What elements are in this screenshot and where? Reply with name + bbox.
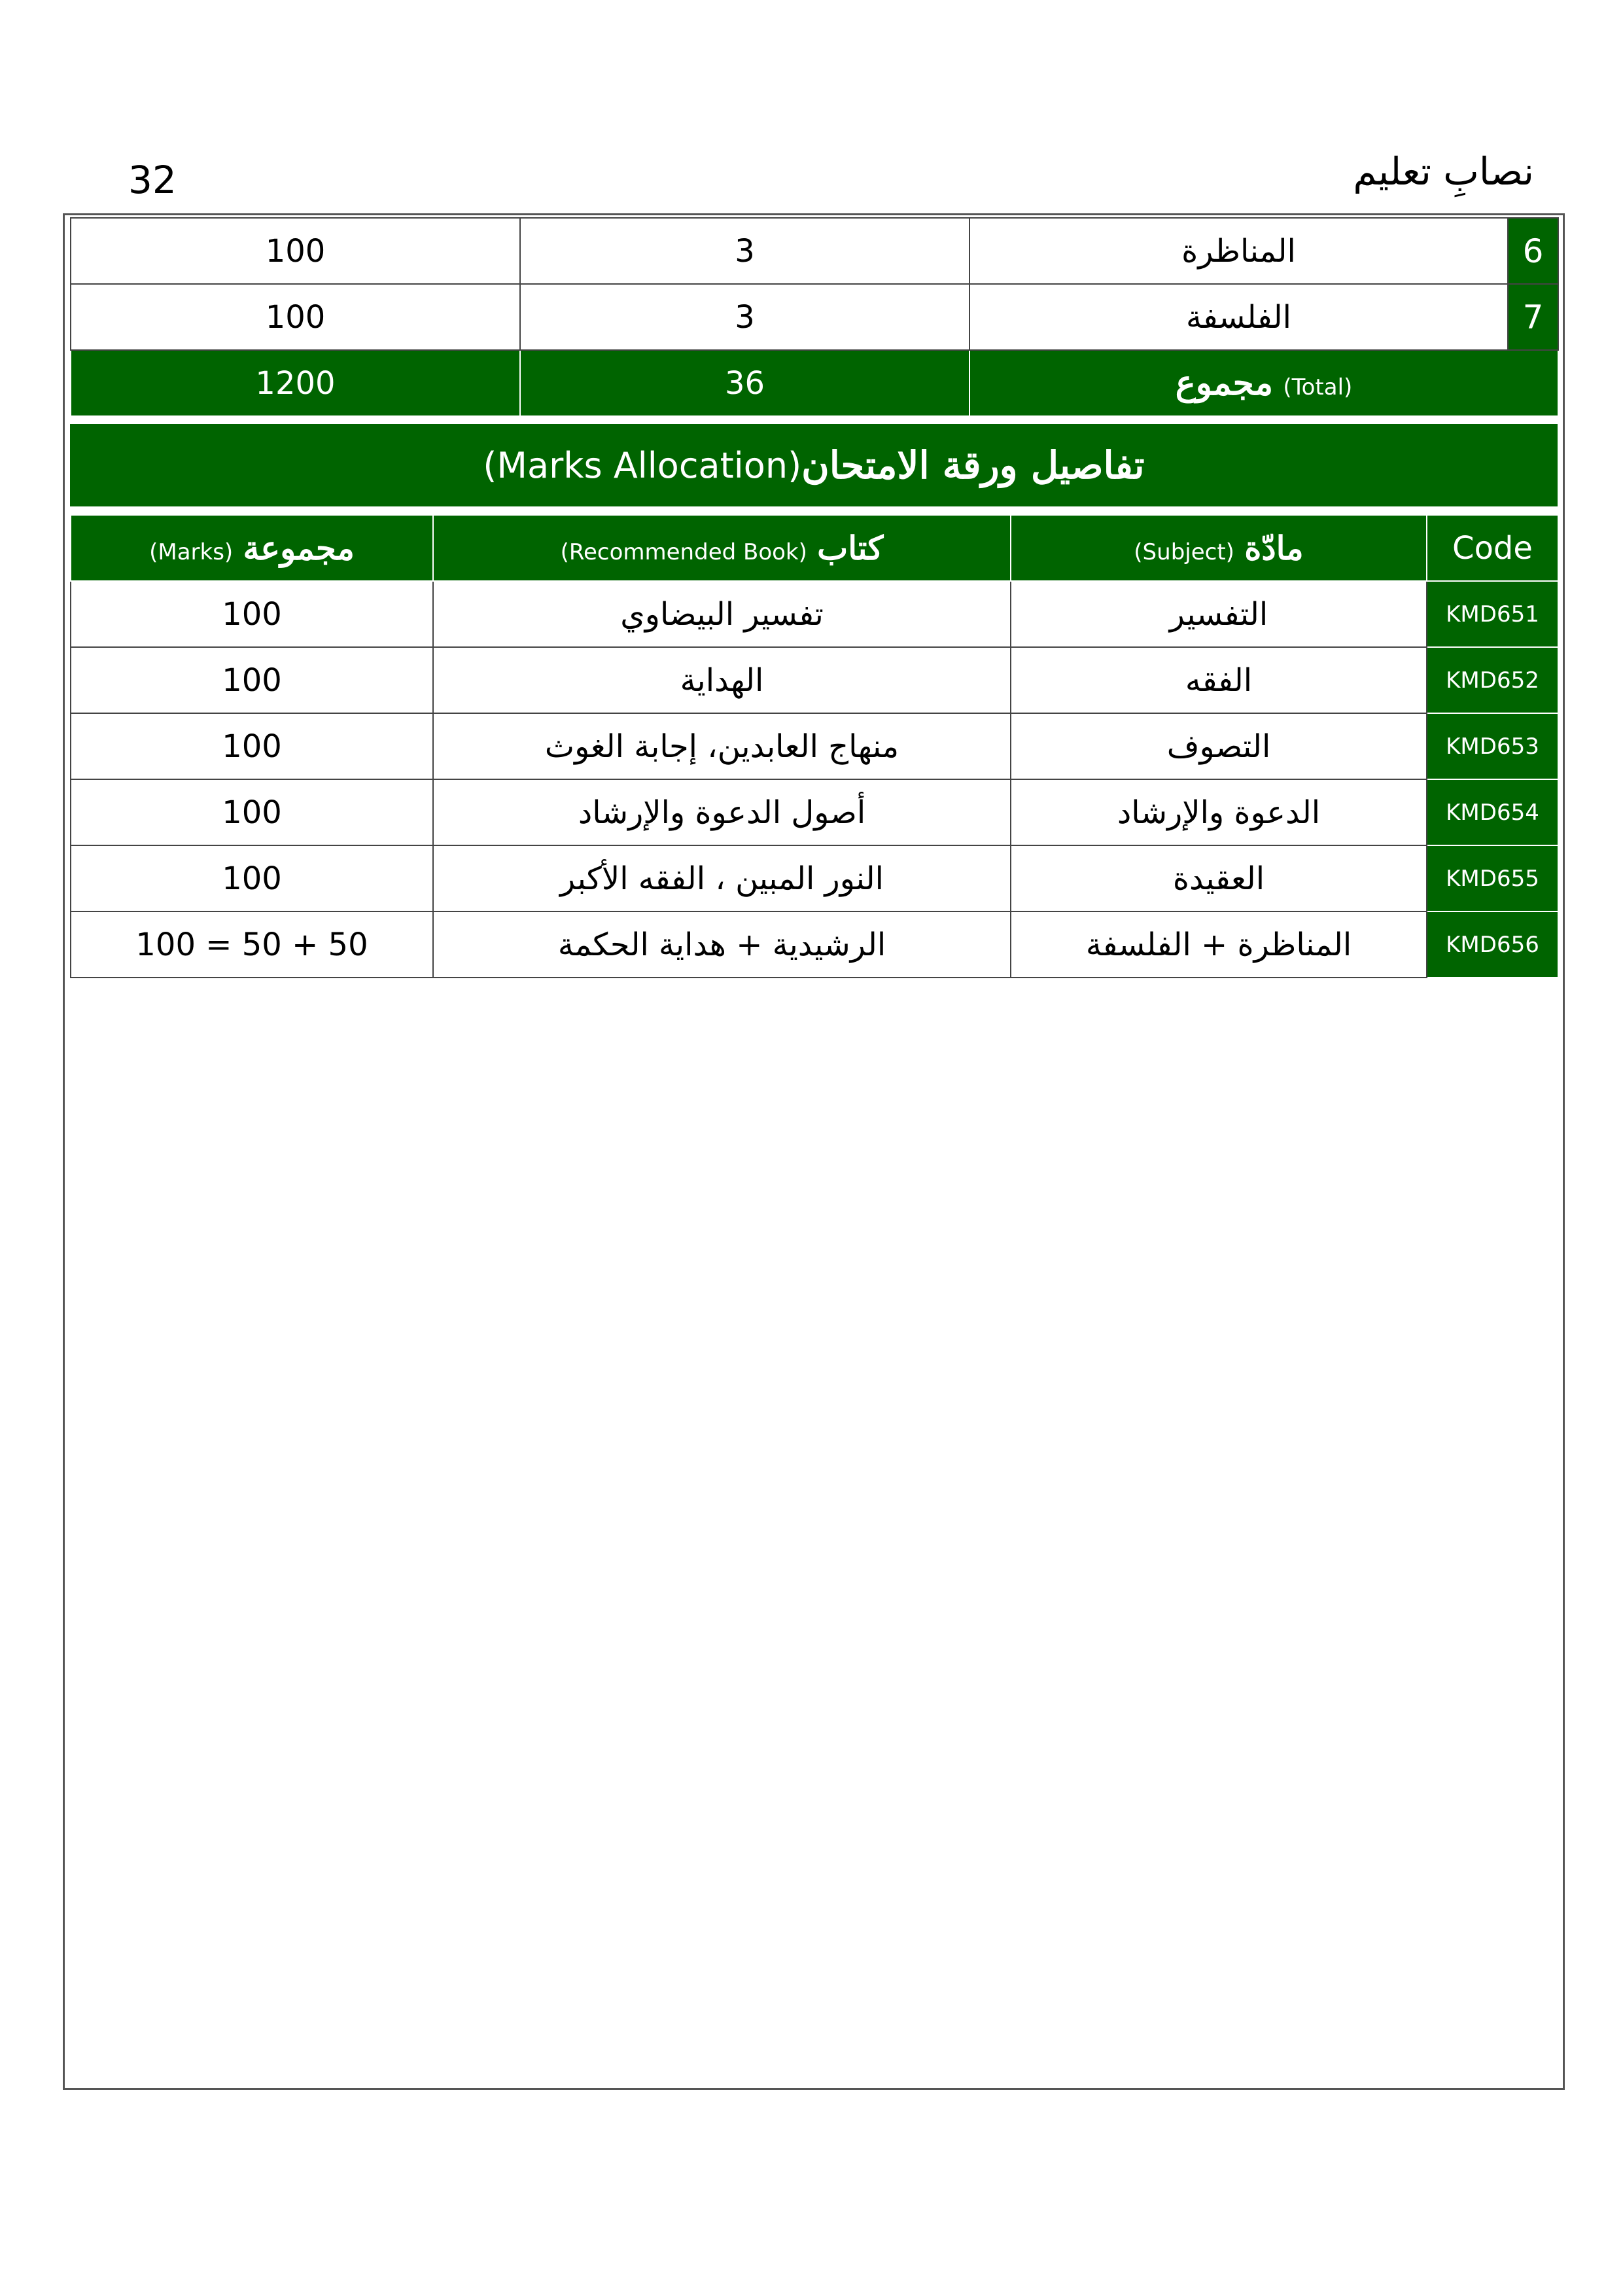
total-row xyxy=(71,350,1558,416)
total-label xyxy=(969,350,1558,416)
header-marks-en: (Marks) xyxy=(149,539,234,565)
header-subject xyxy=(1011,515,1427,581)
book-cell: تفسير البيضاوي xyxy=(433,581,1011,647)
code-cell: KMD656 xyxy=(1427,911,1558,978)
book-cell: الرشيدية + هداية الحكمة xyxy=(433,911,1011,978)
total-hours: 36 xyxy=(520,350,969,416)
index-cell: 7 xyxy=(1508,284,1558,350)
marks-cell: 100 xyxy=(71,647,433,713)
section-title xyxy=(70,424,1558,506)
table-row xyxy=(71,845,1558,911)
header-book-ar: كتاب xyxy=(817,529,884,567)
table-row xyxy=(71,284,1558,350)
marks-cell: 100 xyxy=(71,581,433,647)
header-code: Code xyxy=(1427,515,1558,581)
book-cell: النور المبين ، الفقه الأكبر xyxy=(433,845,1011,911)
header-book-en: (Recommended Book) xyxy=(560,539,807,565)
running-title: نصابِ تعلیم xyxy=(1353,149,1534,194)
subject-cell: العقيدة xyxy=(1011,845,1427,911)
index-cell: 6 xyxy=(1508,218,1558,284)
marks-cell: 100 xyxy=(71,845,433,911)
subject-cell: التفسير xyxy=(1011,581,1427,647)
book-cell: أصول الدعوة والإرشاد xyxy=(433,779,1011,845)
code-cell: KMD651 xyxy=(1427,581,1558,647)
header-subject-ar: مادّة xyxy=(1244,529,1304,567)
table-row xyxy=(71,779,1558,845)
header-marks xyxy=(71,515,433,581)
table-row xyxy=(71,911,1558,978)
table-header-row xyxy=(71,515,1558,581)
table-row xyxy=(71,713,1558,779)
hours-table xyxy=(70,217,1559,417)
marks-cell: 100 xyxy=(71,713,433,779)
marks-allocation-table xyxy=(70,514,1559,978)
subject-cell: الفقه xyxy=(1011,647,1427,713)
marks-cell: 100 xyxy=(71,779,433,845)
section-title-ar: تفاصيل ورقة الامتحان xyxy=(801,443,1145,487)
code-cell: KMD652 xyxy=(1427,647,1558,713)
marks-cell: 100 = 50 + 50 xyxy=(71,911,433,978)
page-number: 32 xyxy=(128,158,177,202)
subject-cell: المناظرة + الفلسفة xyxy=(1011,911,1427,978)
code-cell: KMD655 xyxy=(1427,845,1558,911)
hours-cell: 3 xyxy=(520,218,969,284)
table-row xyxy=(71,581,1558,647)
header-marks-ar: مجموعة xyxy=(243,529,355,567)
code-cell: KMD654 xyxy=(1427,779,1558,845)
marks-cell: 100 xyxy=(71,218,520,284)
subject-cell: الفلسفة xyxy=(969,284,1508,350)
header-subject-en: (Subject) xyxy=(1134,539,1234,565)
book-cell: الهداية xyxy=(433,647,1011,713)
total-marks: 1200 xyxy=(71,350,520,416)
subject-cell: المناظرة xyxy=(969,218,1508,284)
subject-cell: التصوف xyxy=(1011,713,1427,779)
hours-cell: 3 xyxy=(520,284,969,350)
table-row xyxy=(71,218,1558,284)
header-book xyxy=(433,515,1011,581)
table-row xyxy=(71,647,1558,713)
total-label-ar: مجموع xyxy=(1175,363,1274,403)
subject-cell: الدعوة والإرشاد xyxy=(1011,779,1427,845)
marks-cell: 100 xyxy=(71,284,520,350)
total-label-en: (Total) xyxy=(1283,374,1353,400)
book-cell: منهاج العابدين، إجابة الغوث xyxy=(433,713,1011,779)
section-title-en: (Marks Allocation) xyxy=(483,444,802,486)
code-cell: KMD653 xyxy=(1427,713,1558,779)
